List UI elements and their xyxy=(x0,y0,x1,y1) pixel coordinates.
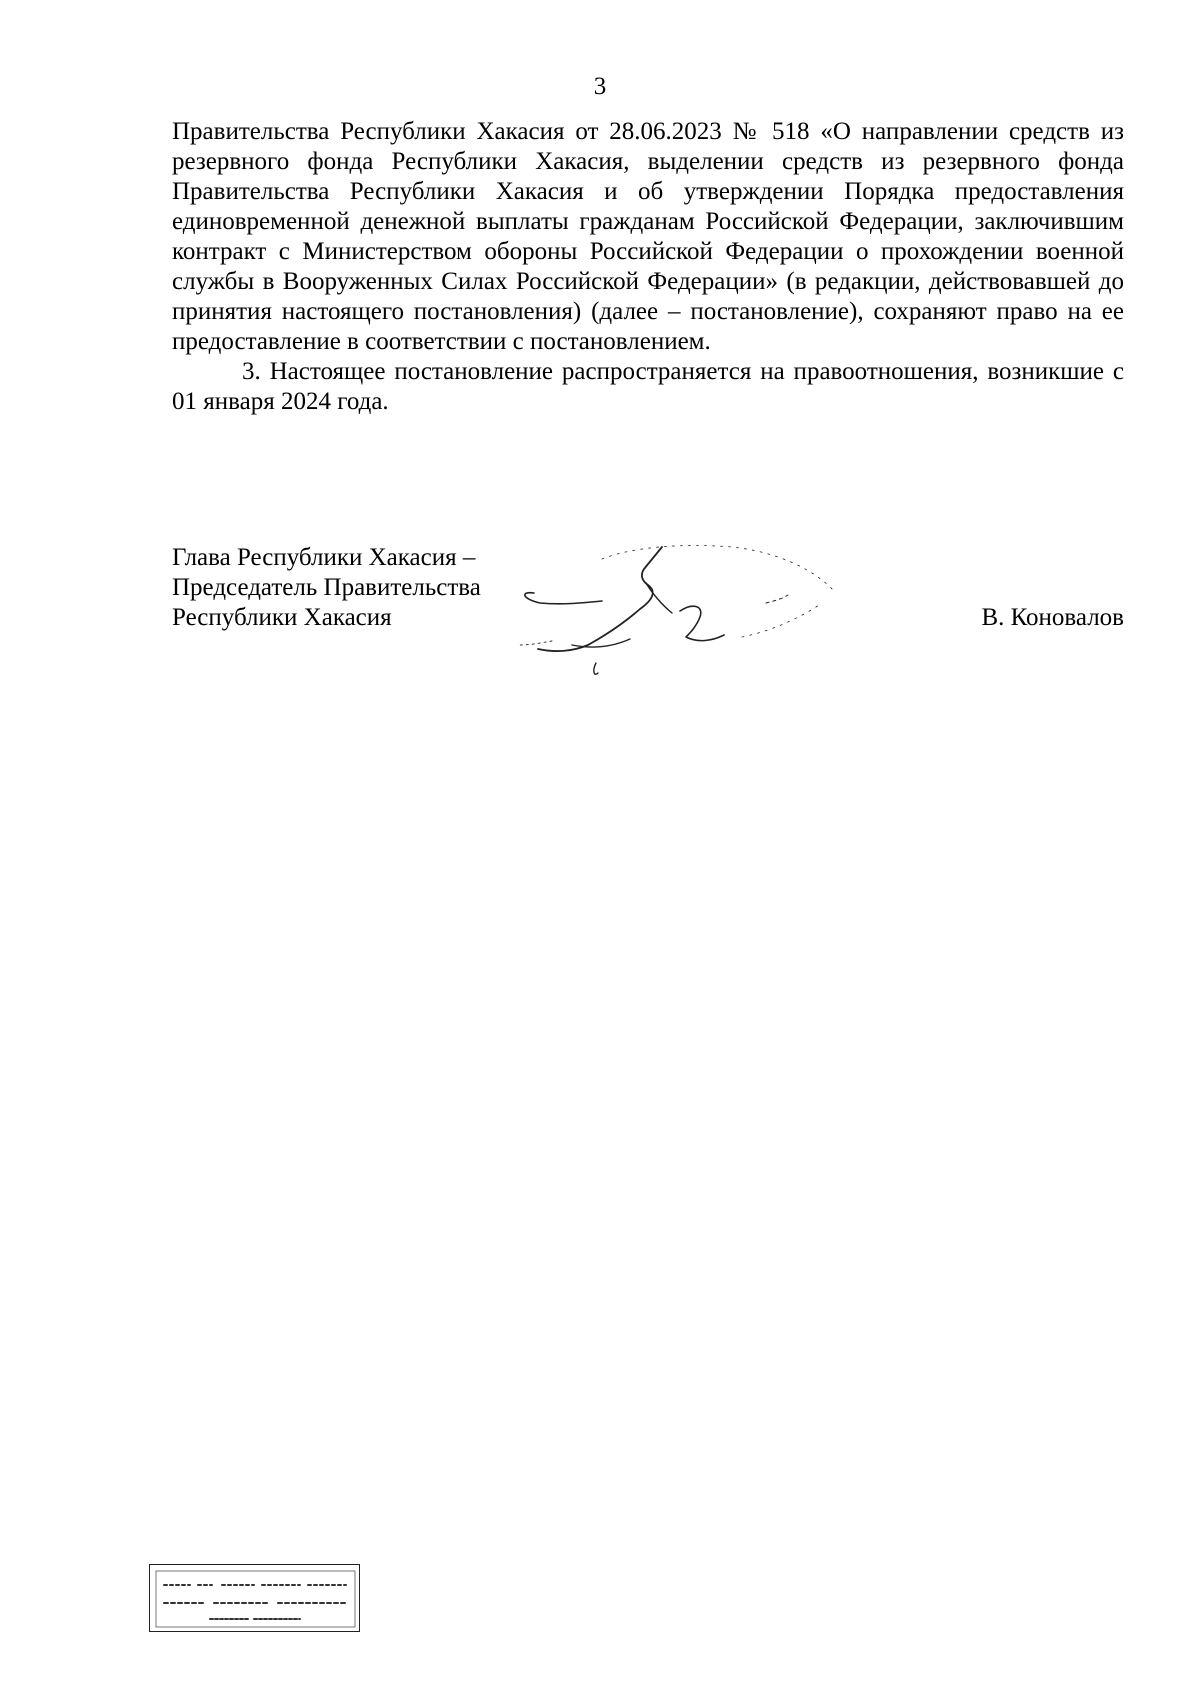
signatory-title-line: Глава Республики Хакасия – xyxy=(172,544,476,571)
paragraph-continuation: Правительства Республики Хакасия от 28.06.2023 № 518 «О направлении средств из резервного фонда Республики Хакасия, выделении средств из резервного фонда Правительства Республики Хакасия и об утверждении Порядка предоставления единовременной денежной выплаты гражданам Российской Федерации, заключившим контракт с Министерством обороны Российской Федерации о прохождении военной службы в Вооруженных Силах Российской Федерации» (в редакции, действовавшей до принятия настоящего постановления) (далее – постановление), сохраняют право на ее предоставление в соответствии с постановлением. xyxy=(172,118,1124,355)
signatory-title-line: Председатель Правительства xyxy=(172,574,481,601)
body-text xyxy=(172,117,1124,417)
page-number: 3 xyxy=(593,73,607,100)
handwritten-signature xyxy=(512,533,842,703)
paragraph-3: 3. Настоящее постановление распространяется на правоотношения, возникшие с 01 января 2024 года. xyxy=(172,358,1124,415)
registration-stamp xyxy=(149,1564,360,1632)
signatory-name: В. Коновалов xyxy=(981,604,1124,631)
signatory-title-line: Республики Хакасия xyxy=(172,604,392,631)
signature-block xyxy=(172,543,1124,693)
stamp-marks xyxy=(150,1565,361,1633)
signatory-title xyxy=(172,543,481,633)
